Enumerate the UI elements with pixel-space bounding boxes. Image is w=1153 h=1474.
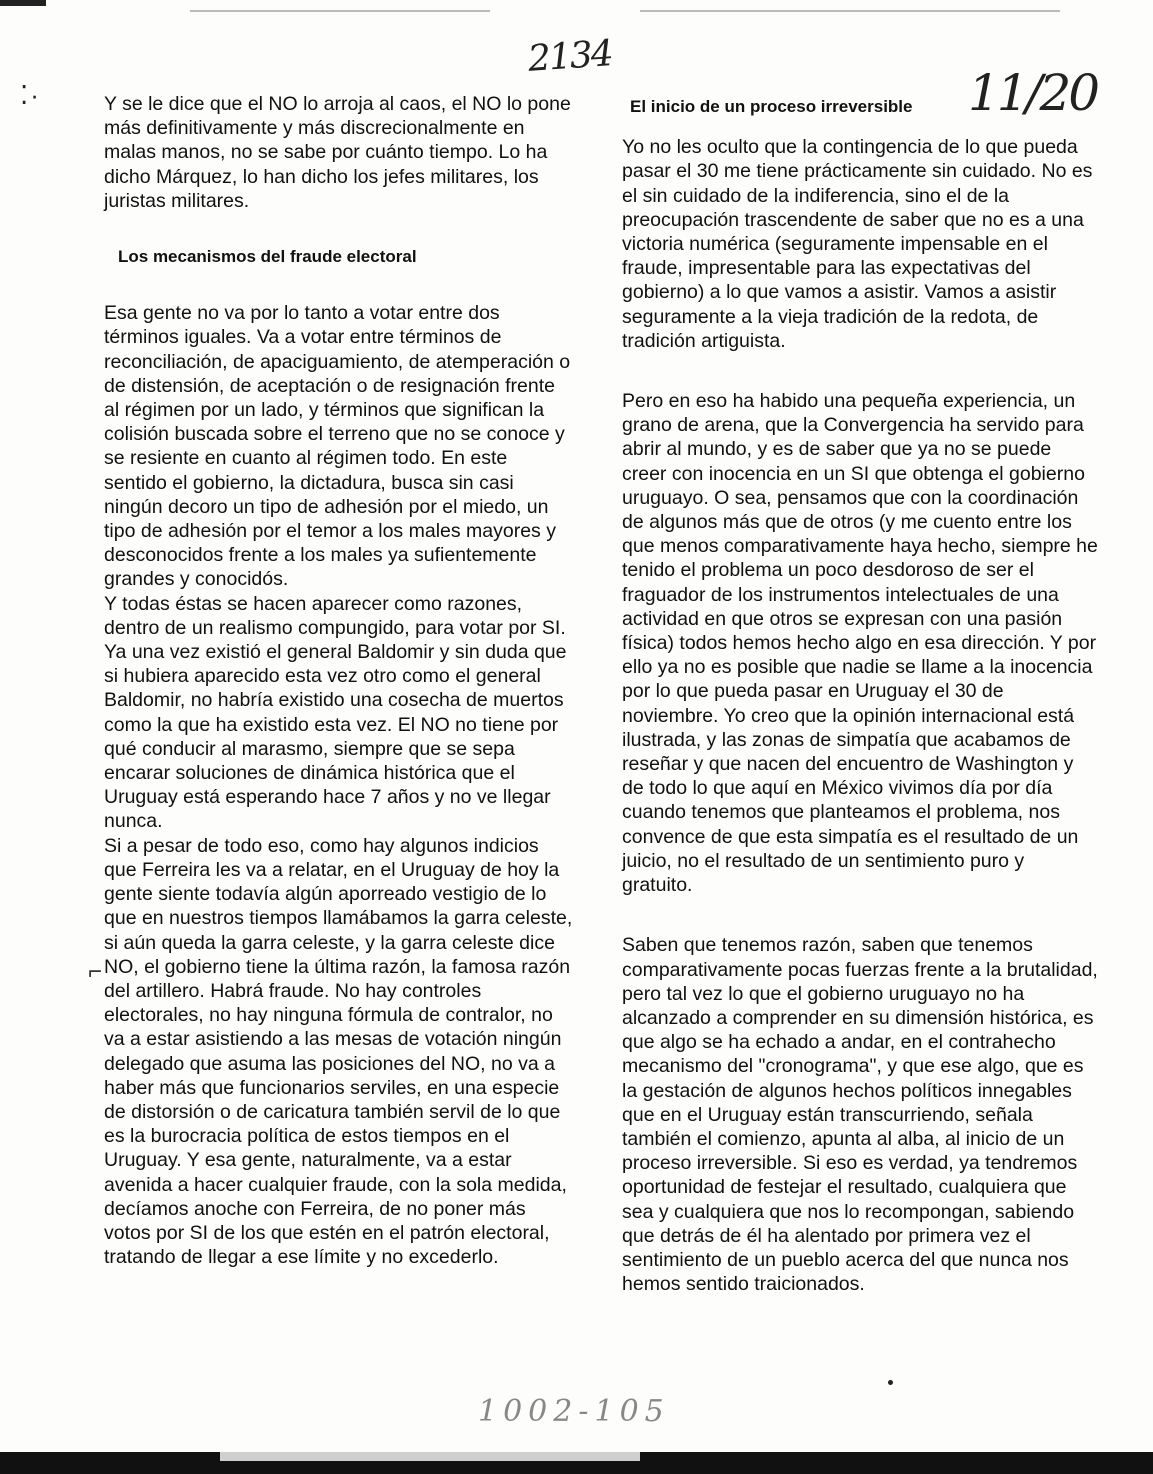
scan-speck xyxy=(190,10,490,12)
section-heading-fraude: Los mecanismos del fraude electoral xyxy=(118,247,417,267)
body-paragraph: Pero en eso ha habido una pequeña experiencia, un grano de arena, que la Convergencia ha servido para abrir al mundo, y es de saber que ya no se puede creer con inocencia en un SI que obtenga el gobierno uruguayo. O sea, pensamos que con la coordinación de algunos más que de otros (y me cuento entre los que menos comparativamente haya hecho, siempre he tenido el problema un poco desdoroso de ser el fraguador de los instrumentos intelectuales de una actividad en que otros se expresan con una pasión física) todos hemos hecho algo en esa dirección. Y por ello ya no es posible que nadie se llame a la inocencia por lo que pueda pasar en Uruguay el 30 de noviembre. Yo creo que la opinión internacional está ilustrada, y las zonas de simpatía que acabamos de reseñar y que nacen del encuentro de Washington y de todo lo que aquí en México vivimos día por día cuando tenemos que planteamos el problema, nos convence de que esta simpatía es el resultado de un juicio, no el resultado de un sentimiento puro y gratuito. xyxy=(622,390,1098,897)
body-paragraph: Si a pesar de todo eso, como hay algunos indicios que Ferreira les va a relatar, en el Uruguay de hoy la gente siente todavía algún aporreado vestigio de lo que en nuestros tiempos llamábamos la garra celeste, si aún queda la garra celeste, y la garra celeste dice NO, el gobierno tiene la última razón, la famosa razón del artillero. Habrá fraude. No hay controles electorales, no hay ninguna fórmula de contralor, no va a estar asistiendo a las mesas de votación ningún delegado que asuma las posiciones del NO, no va a haber más que funcionarios serviles, en una especie de distorsión o de caricatura también servil de lo que es la burocracia política de estos tiempos en el Uruguay. Y esa gente, naturalmente, va a estar avenida a hacer cualquier fraude, con la sola medida, decíamos anoche con Ferreira, de no poner más votos por SI de los que estén en el patrón electoral, tratando de llegar a ese límite y no excederlo. xyxy=(104,834,573,1269)
ink-dot xyxy=(888,1380,893,1385)
handwritten-number-top: 2134 xyxy=(526,33,613,80)
scan-bottom-fade xyxy=(220,1452,640,1461)
intro-paragraph: Y se le dice que el NO lo arroja al caos, el NO lo pone más definitivamente y más discrecionalmente en malas manos, no se sabe por cuánto tiempo. Lo ha dicho Márquez, lo han dicho los jefes militares, los juristas militares. xyxy=(104,93,571,212)
handwritten-page-number: 11/20 xyxy=(968,64,1098,122)
section-heading-proceso: El inicio de un proceso irreversible xyxy=(630,97,913,116)
bottom-stamp-number: 1002-105 xyxy=(478,1394,670,1429)
right-column xyxy=(622,92,1100,1296)
body-paragraph: Yo no les oculto que la contingencia de lo que pueda pasar el 30 me tiene prácticamente sin cuidado. No es el sin cuidado de la indiferencia, sino el de la preocupación trascendente de saber que no es a una victoria numérica (seguramente impensable en el fraude, impresentable para las expectativas del gobierno) a lo que vamos a asistir. Vamos a asistir seguramente a la vieja tradición de la redota, de tradición artiguista. xyxy=(622,136,1093,352)
body-paragraph: Esa gente no va por lo tanto a votar entre dos términos iguales. Va a votar entre términos de reconciliación, de apaciguamiento, de atemperación o de distensión, de aceptación o de resignación frente al régimen por un lado, y términos que significan la colisión buscada sobre el terreno que no se conoce y se resiente en cuanto al régimen todo. En este sentido el gobierno, la dictadura, busca sin casi ningún decoro un tipo de adhesión por el miedo, un tipo de adhesión por el temor a los males mayores y desconocidos frente a los males ya sufientemente grandes y conocidós. xyxy=(104,302,571,591)
margin-bracket: ⌐ xyxy=(88,958,103,985)
body-paragraph: Saben que tenemos razón, saben que tenemos comparativamente pocas fuerzas frente a la brutalidad, pero tal vez lo que el gobierno uruguayo no ha alcanzado a comprender en su dimensión histórica, es que algo se ha echado a andar, en el contrahecho mecanismo del "cronograma", y que ese algo, que es la gestación de algunos hechos políticos innegables que en el Uruguay están transcurriendo, señala también el comienzo, apunta al alba, al inicio de un proceso irreversible. Si eso es verdad, ya tendremos oportunidad de festejar el resultado, cualquiera que sea y cualquiera que nos lo recompongan, sabiendo que detrás de él ha alentado por primera vez el sentimiento de un pueblo acerca del que nunca nos hemos sentido traicionados. xyxy=(622,934,1098,1296)
paragraph-gap xyxy=(622,897,1100,933)
left-column xyxy=(104,92,574,1269)
scan-speck xyxy=(640,10,1060,12)
scan-top-edge xyxy=(0,0,1153,6)
paragraph-gap xyxy=(622,353,1100,389)
margin-marks: ⁚· xyxy=(20,80,41,110)
body-paragraph: Y todas éstas se hacen aparecer como razones, dentro de un realismo compungido, para votar por SI. Ya una vez existió el general Baldomir y sin duda que si hubiera aparecido esta vez otro como el general Baldomir, no habría existido una cosecha de muertos como la que ha existido esta vez. El NO no tiene por qué conducir al marasmo, siempre que se sepa encarar soluciones de dinámica histórica que el Uruguay está esperando hace 7 años y no ve llegar nunca. xyxy=(104,592,567,833)
